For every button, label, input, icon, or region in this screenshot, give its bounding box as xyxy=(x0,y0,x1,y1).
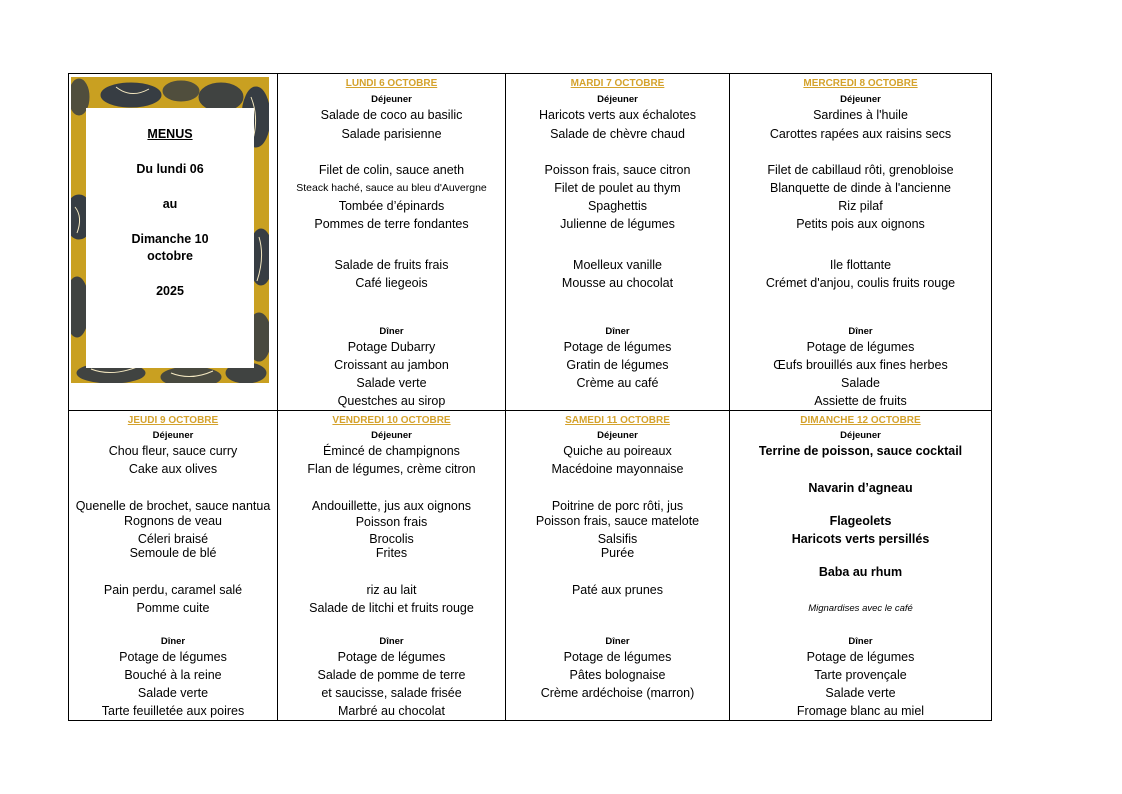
dish-item: Salade de fruits frais xyxy=(334,258,449,272)
dish-item: Quenelle de brochet, sauce nantua xyxy=(75,499,271,513)
dish-item: Macédoine mayonnaise xyxy=(551,462,684,476)
dish-item: Émincé de champignons xyxy=(323,444,460,458)
dish-item: Gratin de légumes xyxy=(566,358,669,372)
meal-label-dejeuner: Déjeuner xyxy=(597,94,638,105)
dish-item: Crème ardéchoise (marron) xyxy=(540,686,695,700)
dish-item: Salade de litchi et fruits rouge xyxy=(309,601,474,615)
day-heading: JEUDI 9 OCTOBRE xyxy=(127,415,219,426)
dish-item: Chou fleur, sauce curry xyxy=(108,444,238,458)
meal-label-diner: Dîner xyxy=(160,636,186,647)
dish-item: Sardines à l'huile xyxy=(813,108,908,122)
dish-item: Andouillette, jus aux oignons xyxy=(311,499,472,513)
dish-item: Potage de légumes xyxy=(563,650,672,664)
dish-item: Salade de coco au basilic xyxy=(320,108,463,122)
dish-item: Frites xyxy=(375,546,408,560)
dish-item: Poisson frais xyxy=(355,515,428,529)
dish-item: Haricots verts persillés xyxy=(791,532,930,546)
dish-item: Spaghettis xyxy=(587,199,648,213)
day-heading: MARDI 7 OCTOBRE xyxy=(570,78,665,89)
dish-item: Blanquette de dinde à l'ancienne xyxy=(769,181,951,195)
dish-item: Potage de légumes xyxy=(119,650,227,664)
dish-item: Céleri braisé xyxy=(137,532,209,546)
dish-item: Filet de poulet au thym xyxy=(554,181,681,195)
meal-label-diner: Dîner xyxy=(379,326,404,337)
dish-item: Crème au café xyxy=(576,376,659,390)
dish-item: Riz pilaf xyxy=(838,199,883,213)
dish-item: Salade xyxy=(841,376,880,390)
day-cell-lundi xyxy=(278,74,505,410)
dish-item: Assiette de fruits xyxy=(814,394,907,408)
cover-title-card xyxy=(86,108,254,368)
meal-label-dejeuner: Déjeuner xyxy=(597,430,638,441)
dish-item: Salade verte xyxy=(356,376,427,390)
dish-item: Poisson frais, sauce matelote xyxy=(535,514,700,528)
dish-item: Marbré au chocolat xyxy=(337,704,445,718)
dish-item: Salade de chèvre chaud xyxy=(550,127,685,141)
dish-item: Terrine de poisson, sauce cocktail xyxy=(758,444,963,458)
dish-item: Tombée d’épinards xyxy=(338,199,445,213)
weekly-menu-table xyxy=(68,73,992,721)
dish-item: Potage de légumes xyxy=(806,340,915,354)
dish-item: Pâtes bolognaise xyxy=(569,668,666,682)
dish-item: Salsifis xyxy=(597,532,638,546)
meal-label-diner: Dîner xyxy=(848,326,873,337)
dish-item: Steack haché, sauce au bleu d'Auvergne xyxy=(296,182,487,194)
dish-item: Rognons de veau xyxy=(124,514,222,528)
menus-title: MENUS xyxy=(147,127,193,141)
day-heading: SAMEDI 11 OCTOBRE xyxy=(565,415,670,426)
dish-item: et saucisse, salade frisée xyxy=(321,686,462,700)
meal-label-dejeuner: Déjeuner xyxy=(371,94,412,105)
dish-item: Pain perdu, caramel salé xyxy=(103,583,243,597)
meal-label-dejeuner: Déjeuner xyxy=(840,430,881,441)
dish-item: Petits pois aux oignons xyxy=(796,217,925,231)
meal-label-dejeuner: Déjeuner xyxy=(371,430,412,441)
dish-item: Tarte provençale xyxy=(814,668,907,682)
dish-item: Œufs brouillés aux fines herbes xyxy=(773,358,948,372)
day-cell-vendredi xyxy=(278,411,505,720)
day-heading: DIMANCHE 12 OCTOBRE xyxy=(800,415,921,426)
day-cell-mercredi xyxy=(730,74,991,410)
dish-item: Poitrine de porc rôti, jus xyxy=(551,499,684,513)
meal-label-diner: Dîner xyxy=(848,636,873,647)
dish-item: Pommes de terre fondantes xyxy=(314,217,469,231)
date-range-end: Dimanche 10 xyxy=(131,232,209,246)
dish-item: Filet de colin, sauce aneth xyxy=(318,163,465,177)
dish-item: Tarte feuilletée aux poires xyxy=(101,704,245,718)
menu-cover-panel xyxy=(71,77,269,383)
day-cell-samedi xyxy=(506,411,729,720)
meal-label-diner: Dîner xyxy=(605,636,630,647)
note-mignardises: Mignardises avec le café xyxy=(808,603,913,614)
dish-item: Quiche au poireaux xyxy=(563,444,672,458)
meal-label-dejeuner: Déjeuner xyxy=(152,430,194,441)
day-cell-jeudi xyxy=(69,411,277,720)
dish-item: Crémet d'anjou, coulis fruits rouge xyxy=(765,276,956,290)
dish-item: Salade parisienne xyxy=(341,127,442,141)
dish-item: Salade de pomme de terre xyxy=(317,668,466,682)
dish-item: Café liegeois xyxy=(355,276,428,290)
dish-item: Moelleux vanille xyxy=(573,258,662,272)
dish-item: Cake aux olives xyxy=(128,462,218,476)
dish-item: Carottes rapées aux raisins secs xyxy=(769,127,952,141)
dish-item: Ile flottante xyxy=(829,258,892,272)
dish-item: Purée xyxy=(600,546,635,560)
date-range-start: Du lundi 06 xyxy=(136,162,204,176)
dish-item: Mousse au chocolat xyxy=(561,276,674,290)
dish-item: Haricots verts aux échalotes xyxy=(538,108,696,122)
dish-item: Potage de légumes xyxy=(806,650,915,664)
date-range-month: octobre xyxy=(147,249,193,263)
dish-item: Potage de légumes xyxy=(337,650,446,664)
dish-item: Navarin d’agneau xyxy=(808,481,913,495)
dish-item: Bouché à la reine xyxy=(124,668,222,682)
meal-label-diner: Dîner xyxy=(605,326,630,337)
meal-label-diner: Dîner xyxy=(379,636,404,647)
day-heading: LUNDI 6 OCTOBRE xyxy=(345,78,438,89)
dish-item: Baba au rhum xyxy=(818,565,903,579)
dish-item: Pomme cuite xyxy=(136,601,210,615)
dish-item: Potage Dubarry xyxy=(347,340,436,354)
meal-label-dejeuner: Déjeuner xyxy=(840,94,881,105)
dish-item: Brocolis xyxy=(369,532,414,546)
day-heading: VENDREDI 10 OCTOBRE xyxy=(332,415,451,426)
day-cell-dimanche xyxy=(730,411,991,720)
date-range-year: 2025 xyxy=(156,284,184,298)
day-heading: MERCREDI 8 OCTOBRE xyxy=(803,78,918,89)
dish-item: Fromage blanc au miel xyxy=(796,704,925,718)
dish-item: Salade verte xyxy=(137,686,209,700)
dish-item: Croissant au jambon xyxy=(334,358,449,372)
dish-item: riz au lait xyxy=(366,583,417,597)
dish-item: Flageolets xyxy=(829,514,892,528)
dish-item: Semoule de blé xyxy=(129,546,217,560)
dish-item: Salade verte xyxy=(825,686,896,700)
dish-item: Flan de légumes, crème citron xyxy=(307,462,476,476)
dish-item: Questches au sirop xyxy=(337,394,446,408)
day-cell-mardi xyxy=(506,74,729,410)
dish-item: Filet de cabillaud rôti, grenobloise xyxy=(767,163,954,177)
dish-item: Paté aux prunes xyxy=(571,583,664,597)
dish-item: Poisson frais, sauce citron xyxy=(544,163,691,177)
date-range-au: au xyxy=(162,197,178,211)
dish-item: Potage de légumes xyxy=(563,340,672,354)
dish-item: Julienne de légumes xyxy=(560,217,675,231)
